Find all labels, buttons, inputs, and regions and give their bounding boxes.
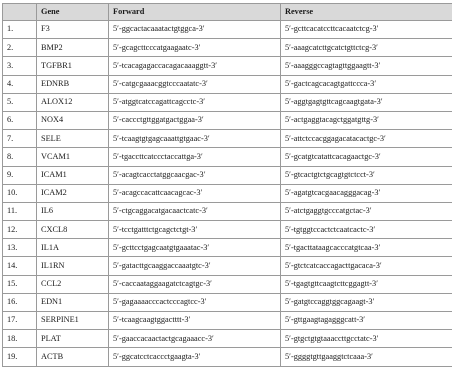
forward-primer-cell: 5′-caccctgttggatgactggaa-3′ [109,111,281,129]
row-number-cell: 13. [3,239,37,257]
forward-primer-cell: 5′-gatacttgcaaggaccaaatgtc-3′ [109,257,281,275]
row-number-cell: 17. [3,312,37,330]
table-row [3,330,452,348]
table-row [3,348,452,366]
table-body [3,21,452,367]
row-number-cell: 5. [3,93,37,111]
forward-primer-cell: 5′-tcaagtgtgagcaaattgtgaac-3′ [109,130,281,148]
table-row [3,39,452,57]
reverse-primer-cell: 5′-aaagggccagtagttggaagtt-3′ [281,57,452,75]
gene-cell: SERPINE1 [37,312,109,330]
reverse-primer-cell: 5′-gactcagcacagtgattccca-3′ [281,75,452,93]
row-number-cell: 1. [3,21,37,39]
forward-primer-cell: 5′-atggtcatccagattcagcctc-3′ [109,93,281,111]
reverse-primer-cell: 5′-gtcactgtctgcagtgtctcct-3′ [281,166,452,184]
row-number-cell: 9. [3,166,37,184]
gene-cell: IL1RN [37,257,109,275]
gene-cell: SELE [37,130,109,148]
header-row [3,4,452,21]
row-number-cell: 3. [3,57,37,75]
forward-primer-cell: 5′-acagtcacctatggcaacgac-3′ [109,166,281,184]
primer-table [2,3,452,367]
gene-cell: NOX4 [37,111,109,129]
forward-primer-cell: 5′-acagccacattcaacagcac-3′ [109,184,281,202]
table-row [3,239,452,257]
row-number-cell: 6. [3,111,37,129]
row-number-cell: 11. [3,202,37,220]
forward-primer-cell: 5′-catgcgaaacggtcccaatatc-3′ [109,75,281,93]
reverse-primer-cell: 5′-ggggtgttgaaggtctcaaa-3′ [281,348,452,366]
header-reverse: Reverse [281,4,452,21]
reverse-primer-cell: 5′-gatgtccaggtggcagaagt-3′ [281,293,452,311]
forward-primer-cell: 5′-gaaccacaactactgcagaaacc-3′ [109,330,281,348]
gene-cell: F3 [37,21,109,39]
reverse-primer-cell: 5′-gtgctgtgtaaaccttgcctatc-3′ [281,330,452,348]
table-row [3,257,452,275]
row-number-cell: 15. [3,275,37,293]
table-row [3,275,452,293]
header-number [3,4,37,21]
forward-primer-cell: 5′-tcctgatttctgcagctctgt-3′ [109,221,281,239]
forward-primer-cell: 5′-caccaataggaagatctcagtgc-3′ [109,275,281,293]
reverse-primer-cell: 5′-attctccacggagacatacactgc-3′ [281,130,452,148]
row-number-cell: 18. [3,330,37,348]
forward-primer-cell: 5′-tcacagagaccacagacaaaggtt-3′ [109,57,281,75]
reverse-primer-cell: 5′-gcttcacatccttcacaatctcg-3′ [281,21,452,39]
table-row [3,21,452,39]
gene-cell: BMP2 [37,39,109,57]
reverse-primer-cell: 5′-atctgaggtgcccatgctac-3′ [281,202,452,220]
header-gene: Gene [37,4,109,21]
gene-cell: EDNRB [37,75,109,93]
forward-primer-cell: 5′-ggcatcctcaccctgaagta-3′ [109,348,281,366]
reverse-primer-cell: 5′-aaagcatcttgcatctgttctcg-3′ [281,39,452,57]
row-number-cell: 14. [3,257,37,275]
table-row [3,130,452,148]
gene-cell: PLAT [37,330,109,348]
table-row [3,111,452,129]
row-number-cell: 12. [3,221,37,239]
gene-cell: ICAM2 [37,184,109,202]
reverse-primer-cell: 5′-tgagtgttcaagtcttcggagtt-3′ [281,275,452,293]
gene-cell: CXCL8 [37,221,109,239]
forward-primer-cell: 5′-gcttcctgagcaatgtgaaatac-3′ [109,239,281,257]
table-row [3,75,452,93]
reverse-primer-cell: 5′-gttgaagtagagggcatt-3′ [281,312,452,330]
forward-primer-cell: 5′-tcaagcaagtggactttt-3′ [109,312,281,330]
table-row [3,312,452,330]
gene-cell: IL1A [37,239,109,257]
table-row [3,184,452,202]
gene-cell: EDN1 [37,293,109,311]
gene-cell: IL6 [37,202,109,220]
gene-cell: ACTB [37,348,109,366]
reverse-primer-cell: 5′-actgaggtacagctggatgttg-3′ [281,111,452,129]
gene-cell: VCAM1 [37,148,109,166]
row-number-cell: 4. [3,75,37,93]
table-header [3,4,452,21]
forward-primer-cell: 5′-gcagcttcccatgaagaatc-3′ [109,39,281,57]
reverse-primer-cell: 5′-gcatgtcatattcacagaactgc-3′ [281,148,452,166]
header-forward: Forward [109,4,281,21]
reverse-primer-cell: 5′-aggtgagtgttcagcaagtgata-3′ [281,93,452,111]
row-number-cell: 10. [3,184,37,202]
reverse-primer-cell: 5′-tgtggtccactctcaatcactc-3′ [281,221,452,239]
gene-cell: ALOX12 [37,93,109,111]
row-number-cell: 8. [3,148,37,166]
reverse-primer-cell: 5′-gtctcatcaccagacttgacaca-3′ [281,257,452,275]
forward-primer-cell: 5′-gagaaaacccactcccagtcc-3′ [109,293,281,311]
table-row [3,148,452,166]
table-row [3,166,452,184]
reverse-primer-cell: 5′-tgacttataagcacccatgtcaa-3′ [281,239,452,257]
table-row [3,57,452,75]
table-row [3,202,452,220]
gene-cell: CCL2 [37,275,109,293]
row-number-cell: 19. [3,348,37,366]
table-row [3,93,452,111]
table-row [3,221,452,239]
forward-primer-cell: 5′-tgaccttcatccctaccattga-3′ [109,148,281,166]
forward-primer-cell: 5′-ctgcaggacatgacaactcatc-3′ [109,202,281,220]
row-number-cell: 16. [3,293,37,311]
gene-cell: ICAM1 [37,166,109,184]
gene-cell: TGFBR1 [37,57,109,75]
forward-primer-cell: 5′-ggcactacaaatactgtggca-3′ [109,21,281,39]
reverse-primer-cell: 5′-agatgtcacgaacagggacag-3′ [281,184,452,202]
row-number-cell: 7. [3,130,37,148]
table-row [3,293,452,311]
row-number-cell: 2. [3,39,37,57]
